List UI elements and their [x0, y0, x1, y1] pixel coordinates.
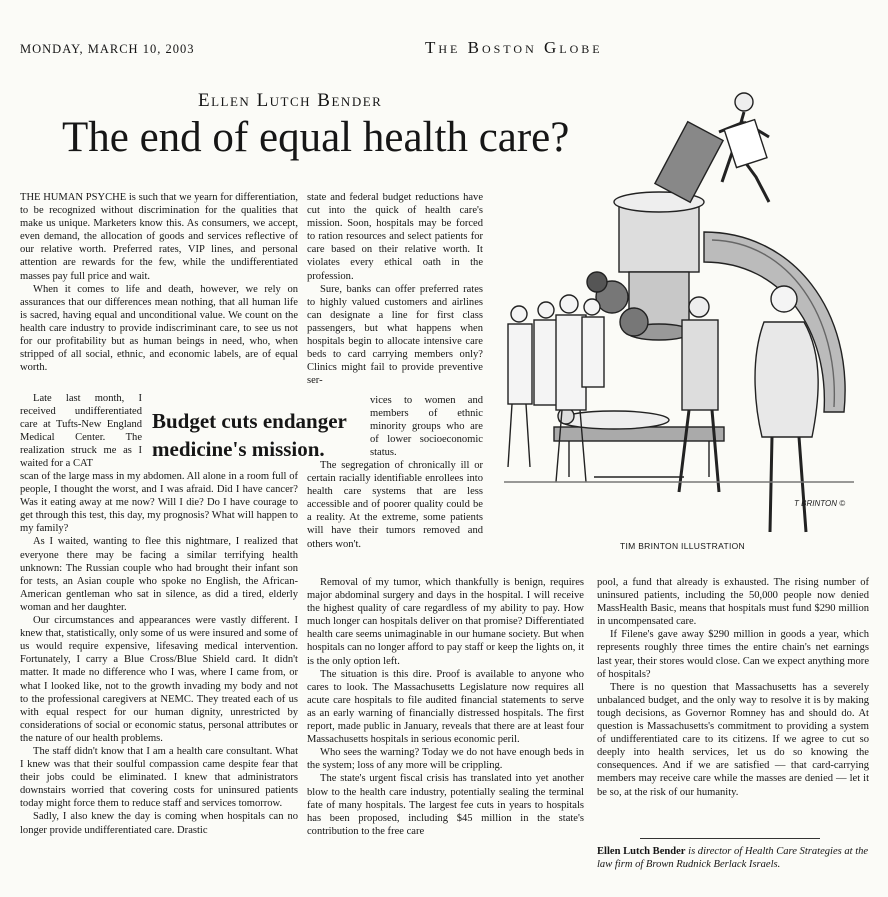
column-3	[307, 576, 584, 838]
paragraph: Removal of my tumor, which thankfully is benign, requires major abdominal surgery and days in the hospital. I will receive the highest quality of care regardless of my ability to pay. How much longer can hospitals deliver on that promise? Differentiated health care seems unimaginable in our humane society. But when hospitals can no longer afford to pay staff or keep the lights on, it is the only option left.	[307, 577, 584, 667]
paragraph: Who sees the warning? Today we do not have enough beds in the system; loss of any more will be crippling.	[307, 747, 584, 772]
paragraph: Our circumstances and appearances were vastly different. I knew that, statistically, only some of us were insured and some of us would require expensive, lifesaving medical intervention. Fortunately, I carry a Blue Cross/Blue Shield card. It didn't matter. It made no difference who I was, where I came from, or what I looked like, not to the growth invading my body and not to the professional caregivers at NEMC. They treated each of us with equal respect for our human dignity, unrestricted by considerations of social or economic status, personal attributes or the nature of our health problems.	[20, 615, 298, 744]
column-2-top	[307, 191, 483, 387]
newspaper-name: The Boston Globe	[425, 38, 603, 57]
paragraph: Sadly, I also knew the day is coming when hospitals can no longer provide undifferentiated care. Drastic	[20, 811, 298, 836]
divider	[640, 838, 820, 839]
artist-signature: T BRINTON ©	[794, 499, 846, 508]
paragraph: Sure, banks can offer preferred rates to highly valued customers and airlines can designate a line for first class passengers, but what happens when hospitals begin to allocate intensive care beds to card carrying members only? Clinics might fail to provide preventive ser-	[307, 283, 483, 387]
paragraph: The staff didn't know that I am a health care consultant. What I knew was that their soulful compassion came despite fear that their jobs could be eliminated. I knew that administrators downstairs worried that covering costs for uninsured patients today might force them to reduce staff and services tomorrow.	[20, 745, 298, 810]
column-1-top	[20, 191, 298, 374]
paragraph: Late last month, I received undifferentiated care at Tufts-New England Medical Center. The realization struck me as I waited for a CAT	[20, 393, 142, 470]
hospital-illustration	[494, 82, 874, 537]
dateline: MONDAY, MARCH 10, 2003	[20, 42, 195, 56]
author-description: is director of Health Care Strategies at the law firm of Brown Rudnick Berlack Israels.	[597, 846, 869, 871]
paragraph: There is no question that Massachusetts has a severely unbalanced budget, and the only way to resolve it is by making tough decisions, as Governor Romney has and should do. At question is Massachusetts's commitment to providing a system of undifferentiated care to its citizens. If we agree to cut so deeply into health services, let us do so knowing the consequences. And if we are satisfied — that card-carrying members may receive care while the masses are denied — let it be so, at the risk of our humanity.	[597, 681, 869, 798]
author-bio	[597, 845, 869, 871]
paragraph: The segregation of chronically ill or certain racially identifiable enrollees into health care systems that are less accessible and of poorer quality could be a reality. At the extreme, some patients will have their tumors removed and others won't.	[307, 460, 483, 550]
byline: Ellen Lutch Bender	[198, 90, 383, 111]
paragraph: If Filene's gave away $290 million in goods a year, which represents roughly three times the entire chain's net earnings last year, their stores would close. Can we expect anything more of hospitals?	[597, 629, 869, 680]
paragraph: pool, a fund that already is exhausted. The rising number of uninsured patients, including the 50,000 people now denied MassHealth Basic, means that hospitals must fund $290 million in uncompensated care.	[597, 577, 869, 628]
illustration-credit: TIM BRINTON ILLUSTRATION	[620, 541, 745, 551]
column-2-wrap	[370, 394, 483, 459]
column-1-wrap	[20, 392, 142, 471]
pull-quote: Budget cuts endanger medicine's mission.	[152, 409, 347, 461]
paragraph: The state's urgent fiscal crisis has translated into yet another blow to the health care industry, potentially sealing the terminal fate of many hospitals. The largest fee cuts in years to hospitals has been proposed, including $45 million in the state's contribution to the free care	[307, 773, 584, 837]
paragraph: state and federal budget reductions have cut into the quick of health care's mission. Soon, hospitals may be forced to ration resources and select patients for care based on their relative worth. It violates every ethical oath in the profession.	[307, 192, 483, 282]
paragraph: When it comes to life and death, however, we rely on assurances that our differences mean nothing, that all human life is sacred, having equal and unconditional value. We count on the health care industry to provide indiscriminant care, to see us not for our profitability but as human beings in need, who, when stripped of all social, ethnic, and economic labels, are of equal worth.	[20, 283, 298, 374]
author-name: Ellen Lutch Bender	[597, 846, 686, 857]
paragraph: As I waited, wanting to flee this nightmare, I realized that everyone there may be facing a similar terrifying health unknown: The Russian couple who had brought their infant son for tests, an Asian couple who spoke no English, the African-American gentleman who sat in silence, as did a tired, elderly woman and her daughter.	[20, 536, 298, 613]
paragraph: vices to women and members of ethnic minority groups who are of lower socioeconomic status.	[370, 395, 483, 459]
paragraph: scan of the large mass in my abdomen. All alone in a room full of people, I thought the worst, and I was afraid. Did I have cancer? Was it eating away at me now? Will I die? Do I have courage to get through this test, this day, my prognosis? What will happen to my family?	[20, 471, 298, 535]
column-4	[597, 576, 869, 799]
column-1-rest	[20, 470, 298, 837]
paragraph: The situation is this dire. Proof is available to anyone who cares to look. The Massachusetts Legislature now requires all acute care hospitals to file audited financial statements to serve as an early warning of financially distressed hospitals. The first report, made public in January, reveals that there are at least four Massachusetts hospitals in serious economic peril.	[307, 668, 584, 746]
column-2-bottom	[307, 459, 483, 551]
paragraph: THE HUMAN PSYCHE is such that we yearn for differentiation, to be recognized without discrimination for the qualities that make us unique. Marketers know this. As consumers, we accept, even demand, the allocation of goods and services reflective of our relative worth. Preferred rates, VIP lines, and personal attention are rewards for the few, while the undifferentiated masses pay full price and wait.	[20, 192, 298, 282]
headline: The end of equal health care?	[62, 114, 570, 161]
